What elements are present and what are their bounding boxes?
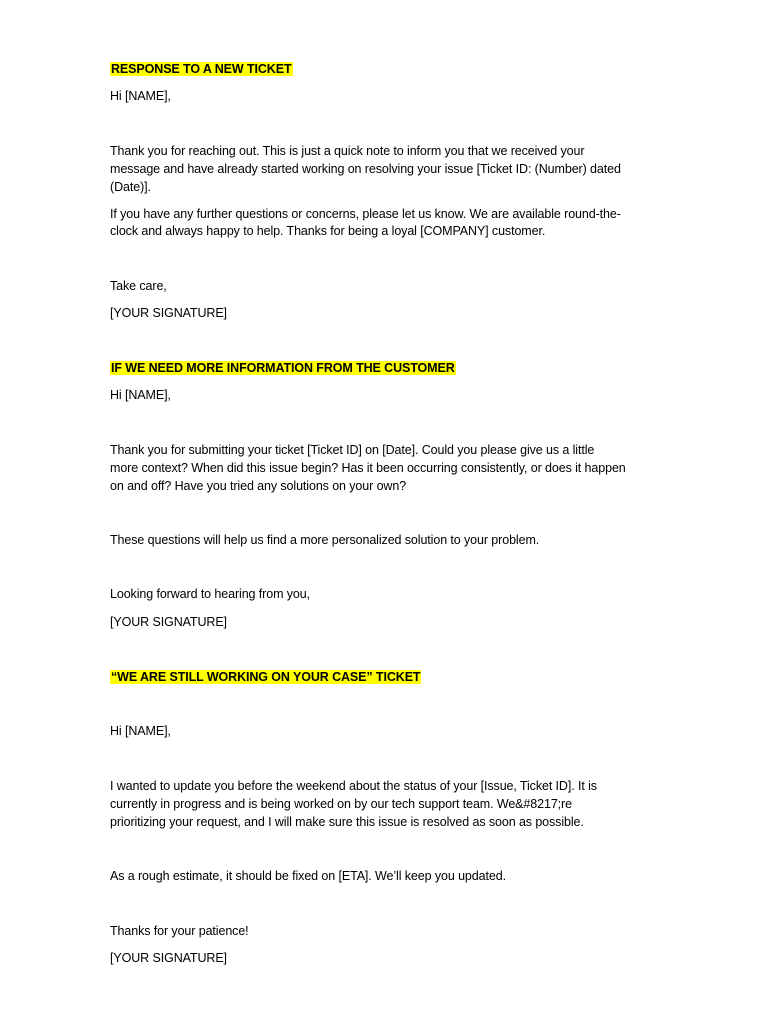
section-heading xyxy=(110,359,456,377)
signature-placeholder: [YOUR SIGNATURE] xyxy=(110,615,227,629)
paragraph-line: more context? When did this issue begin? Has it been occurring consistently, or does it happen xyxy=(110,461,626,475)
greeting: Hi [NAME], xyxy=(110,724,171,738)
signature-placeholder: [YOUR SIGNATURE] xyxy=(110,951,227,965)
section-heading-text: RESPONSE TO A NEW TICKET xyxy=(111,62,292,76)
closing: Take care, xyxy=(110,279,167,293)
paragraph-line: As a rough estimate, it should be fixed on [ETA]. We’ll keep you updated. xyxy=(110,869,506,883)
paragraph-line: (Date)]. xyxy=(110,180,151,194)
paragraph-line: on and off? Have you tried any solutions on your own? xyxy=(110,479,407,493)
section-heading xyxy=(110,60,293,78)
paragraph-line: I wanted to update you before the weekend about the status of your [Issue, Ticket ID]. It is xyxy=(110,779,597,793)
closing: Looking forward to hearing from you, xyxy=(110,587,310,601)
paragraph-line: currently in progress and is being worked on by our tech support team. We&#8217;re xyxy=(110,797,572,811)
paragraph-line: clock and always happy to help. Thanks for being a loyal [COMPANY] customer. xyxy=(110,224,546,238)
section-heading-text: “WE ARE STILL WORKING ON YOUR CASE” TICKET xyxy=(111,670,421,684)
paragraph-line: Thank you for submitting your ticket [Ticket ID] on [Date]. Could you please give us a little xyxy=(110,443,595,457)
paragraph-line: message and have already started working on resolving your issue [Ticket ID: (Number) dated xyxy=(110,162,621,176)
signature-placeholder: [YOUR SIGNATURE] xyxy=(110,306,227,320)
section-heading xyxy=(110,668,421,686)
closing: Thanks for your patience! xyxy=(110,924,249,938)
paragraph-line: prioritizing your request, and I will make sure this issue is resolved as soon as possible. xyxy=(110,815,584,829)
paragraph-line: If you have any further questions or concerns, please let us know. We are available round-the- xyxy=(110,207,621,221)
paragraph-line: Thank you for reaching out. This is just a quick note to inform you that we received your xyxy=(110,144,585,158)
paragraph-line: These questions will help us find a more personalized solution to your problem. xyxy=(110,533,540,547)
greeting: Hi [NAME], xyxy=(110,89,171,103)
section-heading-text: IF WE NEED MORE INFORMATION FROM THE CUSTOMER xyxy=(111,361,455,375)
greeting: Hi [NAME], xyxy=(110,388,171,402)
